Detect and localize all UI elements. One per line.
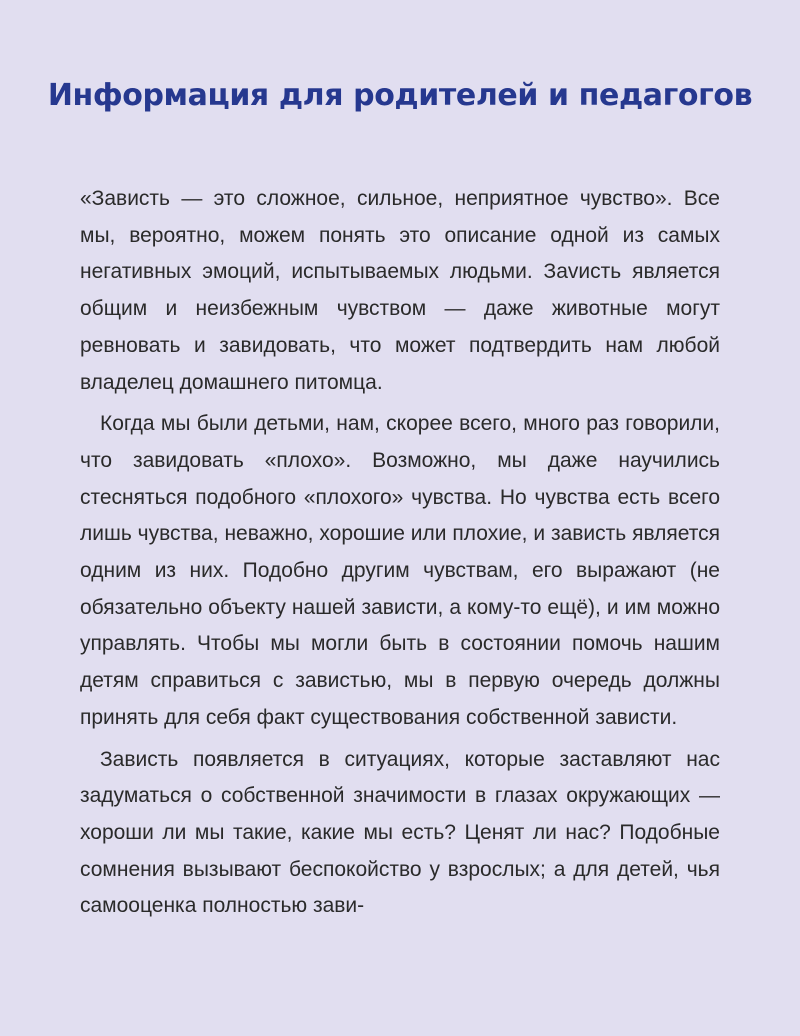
page-title: Информация для родителей и педагогов bbox=[47, 78, 753, 113]
article-body bbox=[80, 181, 720, 930]
paragraph-1: «Зависть — это сложное, сильное, неприятное чувство». Все мы, вероятно, можем понять это описание одной из самых негативных эмоций, испытываемых людьми. Заvисть является общим и неизбежным чувством — даже животные могут ревновать и завидовать, что может подтвердить нам любой владелец домашнего питомца. bbox=[80, 187, 720, 394]
paragraph-2: Когда мы были детьми, нам, скорее всего, много раз говорили, что завидовать «плохо». Возможно, мы даже научились стесняться подобного «плохого» чувства. Но чувства есть всего лишь чувства, неважно, хорошие или плохие, и зависть является одним из них. Подобно другим чувствам, его выражают (не обязательно объекту нашей зависти, а кому-то ещё), и им можно управлять. Чтобы мы могли быть в состоянии помочь нашим детям справиться с завистью, мы в первую очередь должны принять для себя факт существования собственной зависти. bbox=[80, 412, 720, 729]
paragraph-3: Зависть появляется в ситуациях, которые заставляют нас задуматься о собственной значимости в глазах окружающих — хороши ли мы такие, какие мы есть? Ценят ли нас? Подобные сомнения вызывают беспокойство у взрослых; а для детей, чья самооценка полностью зави- bbox=[80, 747, 720, 918]
